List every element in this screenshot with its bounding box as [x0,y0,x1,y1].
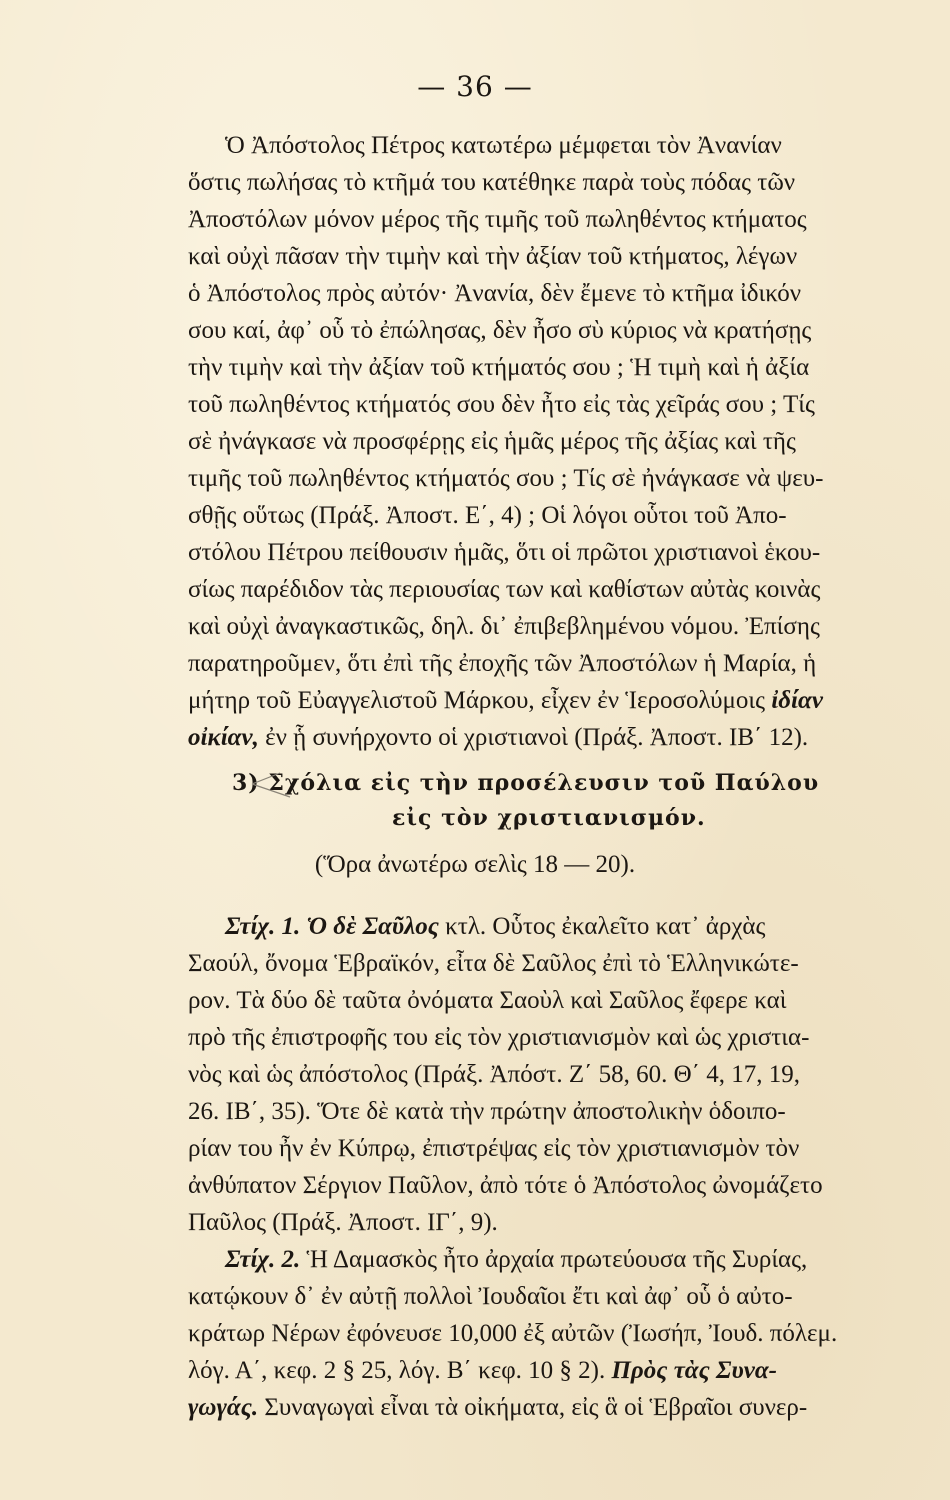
text-line-plain: Συναγωγαὶ εἶναι τὰ οἰκήματα, εἰς ἃ οἱ Ἑβραῖοι συνερ- [258,1394,808,1421]
text-line-plain: ἐν ᾗ συνήρχοντο οἱ χριστιανοὶ (Πράξ. Ἀποστ. ΙΒ΄ 12). [258,724,809,751]
text-line: Ἀποστόλων μόνον μέρος τῆς τιμῆς τοῦ πωληθέντος κτήματος [188,206,807,233]
text-line-plain: λόγ. Α΄, κεφ. 2 § 25, λόγ. Β΄ κεφ. 10 § 2). [188,1357,606,1384]
text-line: ρον. Τὰ δύο δὲ ταῦτα ὀνόματα Σαοὺλ καὶ Σαῦλος ἔφερε καὶ [188,987,787,1014]
text-line [188,723,808,753]
emphasis-oikian: οἰκίαν, [188,724,259,751]
text-line: ὅστις πωλήσας τὸ κτῆμά του κατέθηκε παρὰ τοὺς πόδας τῶν [188,169,796,196]
section-heading-line-2: εἰς τὸν χριστιανισμόν. [392,805,706,831]
text-line: 26. ΙΒ΄, 35). Ὅτε δὲ κατὰ τὴν πρώτην ἀποστολικὴν ὁδοιπο- [188,1098,786,1125]
emphasis-idian: ἰδίαν [771,687,823,714]
section-heading-line-1: 3) Σχόλια εἰς τὴν προσέλευσιν τοῦ Παύλου [232,770,820,796]
emphasis-synagogues-cont: γωγάς. [188,1394,259,1421]
text-line: ἀνθύπατον Σέργιον Παῦλον, ἀπὸ τότε ὁ Ἀπόστολος ὠνομάζετο [188,1172,823,1199]
pencil-mark-icon [250,770,298,800]
page-number: — 36 — [417,70,533,103]
text-line: πρὸ τῆς ἐπιστροφῆς του εἰς τὸν χριστιανισμὸν καὶ ὡς χριστια- [188,1024,810,1051]
verse-quote: Ὁ δὲ Σαῦλος [306,913,439,940]
text-line: ρίαν του ἦν ἐν Κύπρῳ, ἐπιστρέψας εἰς τὸν χριστιανισμὸν τὸν [188,1135,800,1162]
text-line-plain: μήτηρ τοῦ Εὐαγγελιστοῦ Μάρκου, εἶχεν ἐν Ἱεροσολύμοις [188,687,766,714]
text-line: τιμῆς τοῦ πωληθέντος κτήματός σου ; Τίς σὲ ἠνάγκασε νὰ ψευ- [188,465,824,492]
text-line: τοῦ πωληθέντος κτήματός σου δὲν ἦτο εἰς τὰς χεῖράς σου ; Τίς [188,391,815,418]
text-line: νὸς καὶ ὡς ἀπόστολος (Πράξ. Ἀπόστ. Ζ΄ 58, 60. Θ΄ 4, 17, 19, [188,1061,801,1088]
text-line: ὁ Ἀπόστολος πρὸς αὐτόν· Ἀνανία, δὲν ἔμενε τὸ κτῆμα ἰδικόν [188,280,802,307]
text-line: καὶ οὐχὶ ἀναγκαστικῶς, δηλ. δι᾽ ἐπιβεβλημένου νόμου. Ἐπίσης [188,613,820,640]
text-line: Ὁ Ἀπόστολος Πέτρος κατωτέρω μέμφεται τὸν Ἀνανίαν [225,132,782,159]
text-line [225,1245,807,1275]
text-line: κράτωρ Νέρων ἐφόνευσε 10,000 ἐξ αὐτῶν (Ἰωσήπ, Ἰουδ. πόλεμ. [188,1320,838,1347]
text-line: Σαούλ, ὄνομα Ἑβραϊκόν, εἶτα δὲ Σαῦλος ἐπὶ τὸ Ἑλληνικώτε- [188,950,799,977]
text-line: κατῴκουν δ᾽ ἐν αὐτῇ πολλοὶ Ἰουδαῖοι ἔτι καὶ ἀφ᾽ οὗ ὁ αὐτο- [188,1283,793,1310]
text-line-plain: κτλ. Οὗτος ἐκαλεῖτο κατ᾽ ἀρχὰς [438,913,766,940]
emphasis-synagogues: Πρὸς τὰς Συνα- [611,1357,777,1384]
text-line: σου καί, ἀφ᾽ οὗ τὸ ἐπώλησας, δὲν ἦσο σὺ κύριος νὰ κρατήσῃς [188,317,812,344]
text-line: παρατηροῦμεν, ὅτι ἐπὶ τῆς ἐποχῆς τῶν Ἀποστόλων ἡ Μαρία, ἡ [188,650,817,677]
text-line: σίως παρέδιδον τὰς περιουσίας των καὶ καθίστων αὐτὰς κοινὰς [188,576,821,603]
cross-reference: (Ὅρα ἀνωτέρω σελὶς 18 — 20). [314,851,636,878]
text-line: Παῦλος (Πράξ. Ἀποστ. ΙΓ΄, 9). [188,1209,498,1236]
text-line [225,912,765,942]
text-line: τὴν τιμὴν καὶ τὴν ἀξίαν τοῦ κτήματός σου ; Ἡ τιμὴ καὶ ἡ ἀξία [188,354,810,381]
text-line: σὲ ἠνάγκασε νὰ προσφέρῃς εἰς ἡμᾶς μέρος τῆς ἀξίας καὶ τῆς [188,428,796,455]
verse-label: Στίχ. 2. [225,1246,301,1273]
text-line-plain: Ἡ Δαμασκὸς ἦτο ἀρχαία πρωτεύουσα τῆς Συρίας, [300,1246,808,1273]
text-line [188,1393,807,1423]
text-line: καὶ οὐχὶ πᾶσαν τὴν τιμὴν καὶ τὴν ἀξίαν τοῦ κτήματος, λέγων [188,243,798,270]
text-line: σθῇς οὕτως (Πράξ. Ἀποστ. Ε΄, 4) ; Οἱ λόγοι οὗτοι τοῦ Ἀπο- [188,502,787,529]
verse-label: Στίχ. 1. [225,913,301,940]
text-line [188,686,823,716]
text-line: στόλου Πέτρου πείθουσιν ἡμᾶς, ὅτι οἱ πρῶτοι χριστιανοὶ ἑκου- [188,539,821,566]
text-line [188,1356,777,1386]
